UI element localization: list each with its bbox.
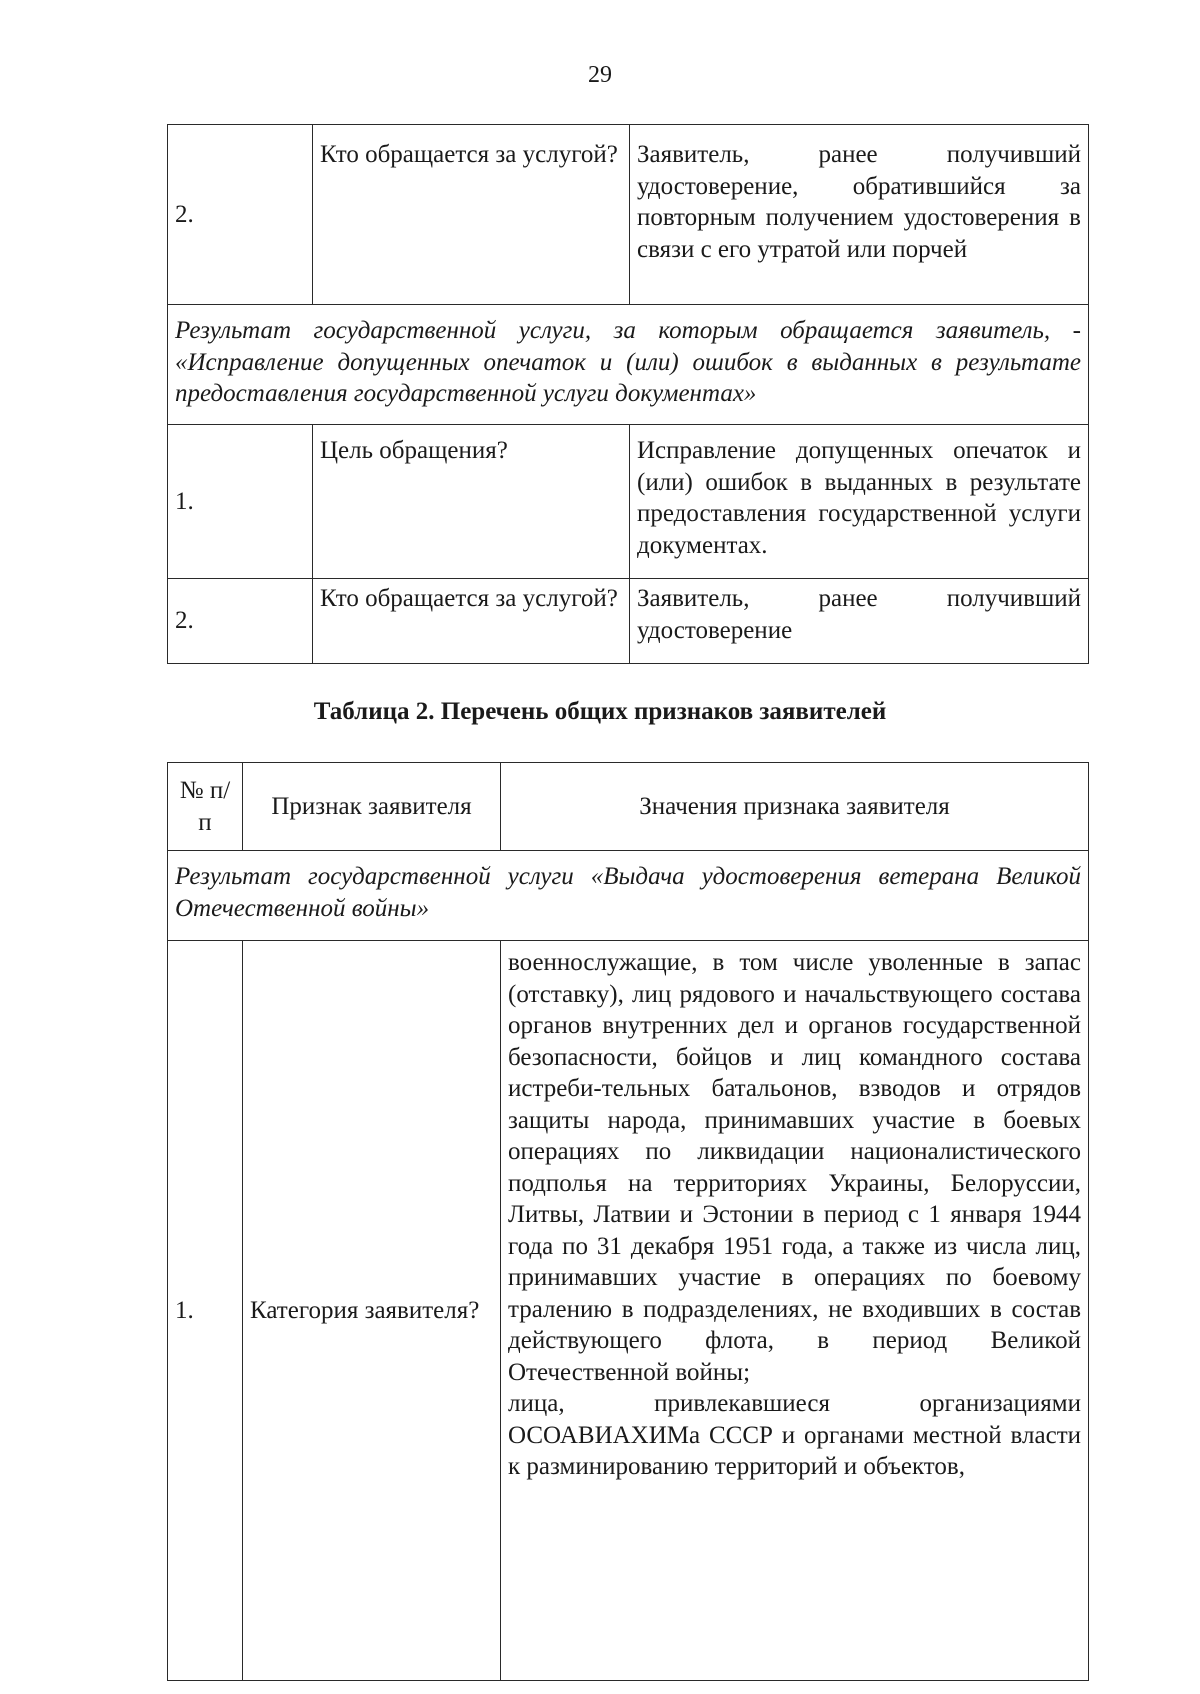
- section-heading: Результат государственной услуги «Выдача удостоверения ветерана Великой Отечественной войны»: [168, 851, 1089, 941]
- section-heading: Результат государственной услуги, за которым обращается заявитель, - «Исправление допущенных опечаток и (или) ошибок в выданных в результате предоставления государственной услуги документах»: [168, 305, 1089, 425]
- value-paragraph: лица, привлекавшиеся организациями ОСОАВИАХИМа СССР и органами местной власти к разминированию территорий и объектов,: [508, 1390, 1081, 1480]
- question-cell: Кто обращается за услугой?: [313, 125, 630, 305]
- page-number: 29: [588, 62, 612, 88]
- table-row: [168, 941, 1089, 1681]
- table-row: [168, 579, 1089, 664]
- answer-cell: Исправление допущенных опечаток и (или) ошибок в выданных в результате предоставления государственной услуги документах.: [630, 425, 1089, 579]
- column-header-values: Значения признака заявителя: [501, 763, 1089, 851]
- question-cell: Кто обращается за услугой?: [313, 579, 630, 664]
- row-number: 1.: [168, 941, 243, 1681]
- attribute-cell: Категория заявителя?: [243, 941, 501, 1681]
- values-cell: [501, 941, 1089, 1681]
- applicant-variants-table: [167, 124, 1089, 664]
- row-number: 1.: [168, 425, 313, 579]
- value-paragraph: военнослужащие, в том числе уволенные в запас (отставку), лиц рядового и начальствующего состава органов внутренних дел и органов государственной безопасности, бойцов и лиц командного состава истреби-тельных батальонов, взводов и отрядов защиты народа, принимавших участие в боевых операциях по ликвидации националистического подполья на территориях Украины, Белоруссии, Литвы, Латвии и Эстонии в период с 1 января 1944 года по 31 декабря 1951 года, а также из числа лиц, принимавших участие в операциях по боевому тралению в подразделениях, не входивших в состав действующего флота, в период Великой Отечественной войны;: [508, 949, 1081, 1386]
- row-number: 2.: [168, 579, 313, 664]
- section-row: [168, 851, 1089, 941]
- answer-cell: Заявитель, ранее получивший удостоверение, обратившийся за повторным получением удостоверения в связи с его утратой или порчей: [630, 125, 1089, 305]
- table-caption: Таблица 2. Перечень общих признаков заявителей: [313, 698, 887, 725]
- column-header-attribute: Признак заявителя: [243, 763, 501, 851]
- table-row: [168, 425, 1089, 579]
- row-number: 2.: [168, 125, 313, 305]
- table-row: [168, 125, 1089, 305]
- applicant-attributes-table: [167, 762, 1089, 1681]
- question-cell: Цель обращения?: [313, 425, 630, 579]
- header-row: [168, 763, 1089, 851]
- answer-cell: Заявитель, ранее получивший удостоверение: [630, 579, 1089, 664]
- column-header-number: № п/п: [168, 763, 243, 851]
- section-row: [168, 305, 1089, 425]
